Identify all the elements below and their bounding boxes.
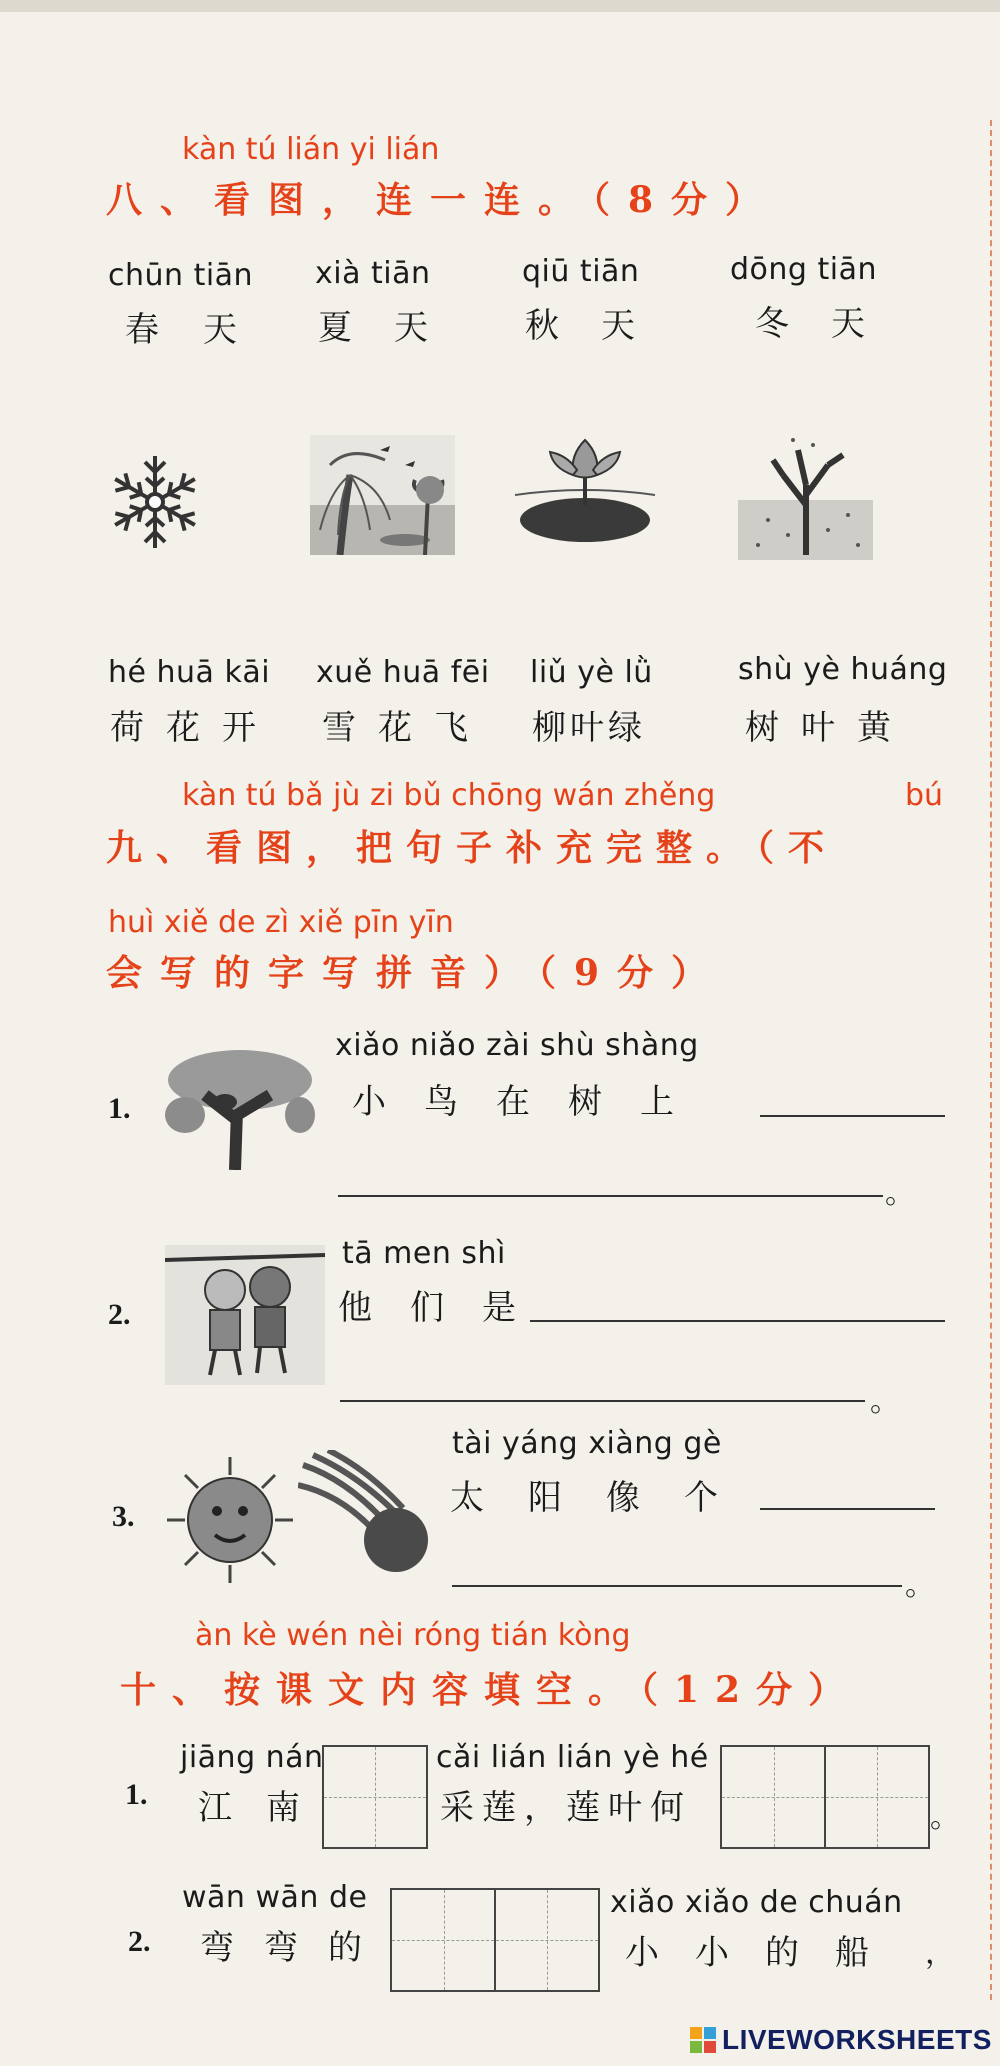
sec10-item1-hanzi-b: 采莲，莲叶何 [440, 1788, 692, 1828]
phrase-pinyin-3: liǔ yè lǜ [530, 655, 653, 690]
sec9-item1-period: 。 [885, 1176, 915, 1211]
sec9-item3-num: 3. [112, 1500, 135, 1533]
sec10-item1-grid-a[interactable] [322, 1745, 428, 1849]
sec10-item1-pinyin-b: cǎi lián lián yè hé [436, 1740, 709, 1775]
sec8-pinyin: kàn tú lián yi lián [182, 132, 440, 167]
sec9-item3-period: 。 [905, 1568, 935, 1603]
phrase-hanzi-1[interactable]: 荷花开 [110, 708, 278, 748]
sec9-item2-blank-b[interactable] [340, 1400, 865, 1402]
phrase-hanzi-4[interactable]: 树叶黄 [745, 708, 913, 748]
season-pinyin-1: chūn tiān [108, 258, 254, 293]
sec10-item2-hanzi-a: 弯弯的 [200, 1928, 392, 1968]
sec9-item2-pinyin: tā men shì [342, 1236, 506, 1271]
season-pinyin-4: dōng tiān [730, 252, 877, 287]
sec10-item1-num: 1. [125, 1778, 148, 1811]
sec9-item1-hanzi: 小鸟在树上 [352, 1082, 712, 1122]
bird-in-tree-image [165, 1040, 315, 1170]
sec9-item2-hanzi: 他们是 [338, 1288, 554, 1328]
comet-image [298, 1450, 438, 1580]
top-edge [0, 0, 1000, 12]
phrase-pinyin-4: shù yè huáng [738, 652, 948, 687]
sec9-pinyin-line2: huì xiě de zì xiě pīn yīn [108, 905, 454, 940]
sec9-item3-blank-a[interactable] [760, 1508, 935, 1510]
watermark-text: LIVEWORKSHEETS [722, 2024, 992, 2055]
sec10-item2-pinyin-b: xiǎo xiǎo de chuán [610, 1885, 903, 1920]
willow-spring-image[interactable] [310, 435, 455, 555]
lotus-image[interactable] [515, 430, 655, 545]
sec9-title-line1: 九、看图，把句子补充完整。（不 [106, 827, 839, 869]
sec9-item1-blank-a[interactable] [760, 1115, 945, 1117]
snowflake-image[interactable] [108, 450, 203, 555]
sec10-item2-pinyin-a: wān wān de [182, 1880, 368, 1915]
two-children-image [165, 1245, 325, 1385]
season-hanzi-4[interactable]: 冬天 [755, 304, 907, 344]
sec10-item1-hanzi-a: 江南 [198, 1788, 334, 1828]
sec9-item1-pinyin: xiǎo niǎo zài shù shàng [335, 1028, 699, 1063]
phrase-hanzi-2[interactable]: 雪花飞 [322, 708, 490, 748]
liveworksheets-icon [690, 2027, 716, 2053]
sec9-item1-num: 1. [108, 1092, 131, 1125]
sec9-item2-blank-a[interactable] [530, 1320, 945, 1322]
sec9-item2-period: 。 [870, 1384, 900, 1419]
season-hanzi-3[interactable]: 秋天 [525, 306, 677, 346]
sec9-item3-hanzi: 太阳像个 [450, 1478, 762, 1518]
sec10-item2-hanzi-b: 小小的船 [625, 1933, 905, 1973]
sec9-item3-pinyin: tài yáng xiàng gè [452, 1426, 722, 1461]
sec9-title-line2: 会写的字写拼音）（9分） [106, 952, 726, 994]
sec10-item2-comma: ， [925, 1936, 955, 1971]
phrase-hanzi-3[interactable]: 柳叶绿 [532, 708, 646, 748]
sec10-item2-num: 2. [128, 1925, 151, 1958]
sec10-title: 十、按课文内容填空。（12分） [120, 1669, 861, 1711]
sec9-item1-blank-b[interactable] [338, 1195, 883, 1197]
season-pinyin-3: qiū tiān [522, 254, 640, 289]
sec10-item1-grid-b[interactable] [720, 1745, 930, 1849]
liveworksheets-logo [690, 2024, 992, 2056]
sec9-pinyin-bu: bú [905, 778, 944, 813]
phrase-pinyin-2: xuě huā fēi [316, 655, 490, 690]
sec10-item1-pinyin-a: jiāng nán [180, 1740, 324, 1775]
margin-rule [990, 120, 992, 2000]
sun-face-image [165, 1455, 295, 1585]
season-hanzi-2[interactable]: 夏天 [318, 308, 470, 348]
sec10-item1-period: 。 [930, 1800, 960, 1835]
bare-tree-autumn-image[interactable] [738, 425, 873, 560]
sec9-item2-num: 2. [108, 1298, 131, 1331]
sec8-title: 八、看图，连一连。（8分） [106, 179, 780, 221]
season-pinyin-2: xià tiān [315, 256, 431, 291]
sec10-item2-grid[interactable] [390, 1888, 600, 1992]
phrase-pinyin-1: hé huā kāi [108, 655, 271, 690]
sec10-pinyin: àn kè wén nèi róng tián kòng [195, 1618, 631, 1653]
sec9-pinyin-line1: kàn tú bǎ jù zi bǔ chōng wán zhěng [182, 778, 716, 813]
sec9-item3-blank-b[interactable] [452, 1585, 902, 1587]
season-hanzi-1[interactable]: 春天 [125, 310, 281, 350]
